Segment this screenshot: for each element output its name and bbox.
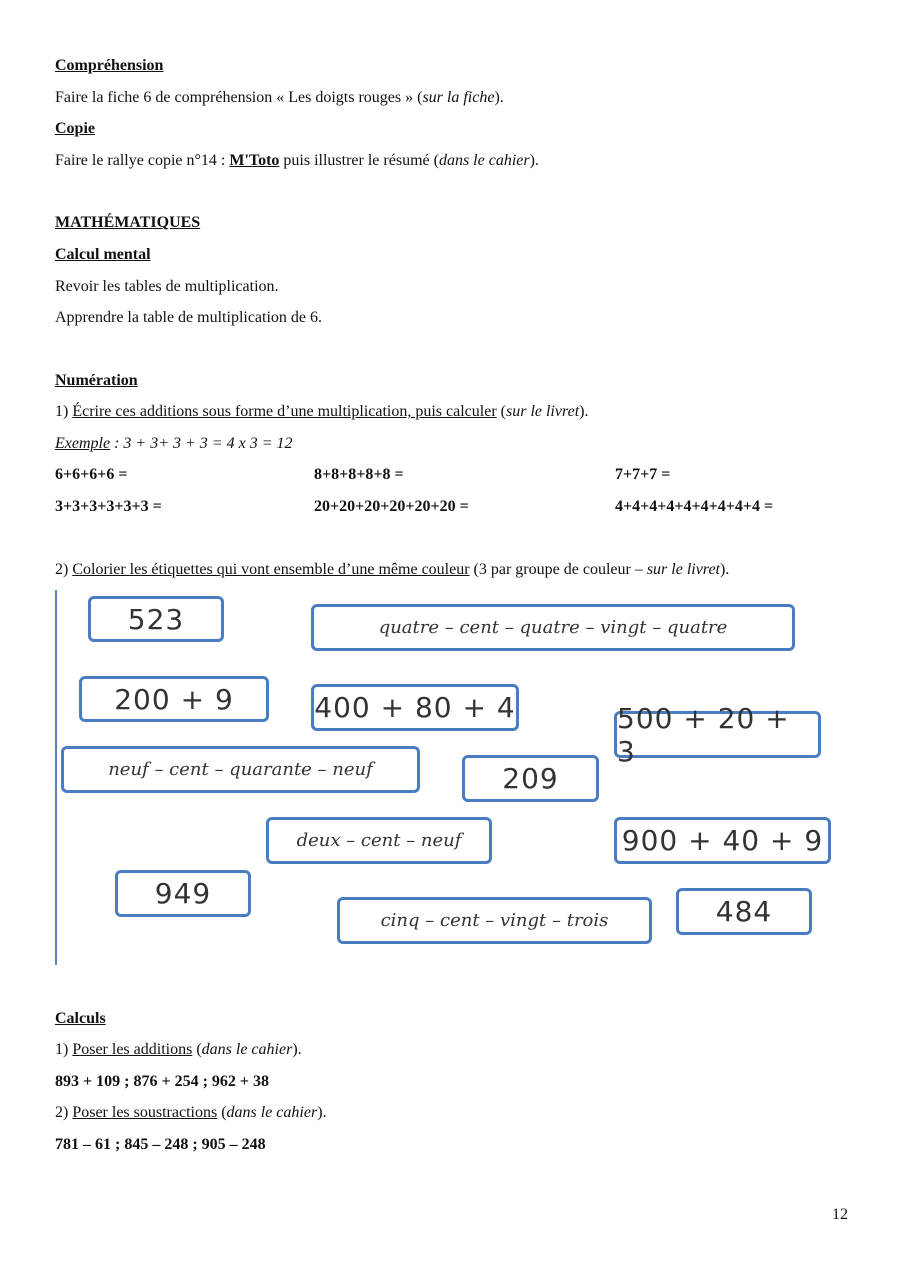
numeration-q2 xyxy=(55,560,729,580)
q2-mid: (3 par groupe de couleur – xyxy=(469,561,647,578)
calculs-q2-prefix: 2) xyxy=(55,1104,73,1121)
exercise-r1c3: 7+7+7 = xyxy=(615,466,671,483)
label-523-text: 523 xyxy=(127,602,185,636)
label-400-80-4-text: 400 + 80 + 4 xyxy=(314,691,516,724)
calculs-q1-prefix: 1) xyxy=(55,1041,73,1058)
exercise-r1c2: 8+8+8+8+8 = xyxy=(314,466,404,483)
calculs-soustractions: 781 – 61 ; 845 – 248 ; 905 – 248 xyxy=(55,1136,266,1153)
calculs-q2-end: ). xyxy=(317,1104,327,1121)
label-cinq-cent-vingt-trois[interactable] xyxy=(337,897,652,944)
numeration-example xyxy=(55,434,293,454)
calculs-q2-mid: ( xyxy=(217,1104,227,1121)
copie-text2: puis illustrer le résumé ( xyxy=(279,152,439,169)
heading-mathematiques: MATHÉMATIQUES xyxy=(55,214,201,231)
comprehension-text: Faire la fiche 6 de compréhension « Les doigts rouges » ( xyxy=(55,89,423,106)
label-949[interactable] xyxy=(115,870,251,917)
exercise-r2c2: 20+20+20+20+20+20 = xyxy=(314,498,469,515)
label-500-20-3-text: 500 + 20 + 3 xyxy=(617,701,790,768)
example-text: : 3 + 3+ 3 + 3 = 4 x 3 = 12 xyxy=(110,435,293,452)
copie-end: ). xyxy=(529,152,539,169)
exercise-r1c1: 6+6+6+6 = xyxy=(55,466,128,483)
q2-instruction: Colorier les étiquettes qui vont ensemble d’une même couleur xyxy=(72,561,470,578)
calculs-q1 xyxy=(55,1040,302,1060)
calculs-q1-mid: ( xyxy=(192,1041,202,1058)
label-900-40-9-text: 900 + 40 + 9 xyxy=(621,824,824,857)
calculs-additions: 893 + 109 ; 876 + 254 ; 962 + 38 xyxy=(55,1073,270,1090)
label-cinq-text: cinq – cent – vingt – trois xyxy=(380,910,609,931)
label-400-80-4[interactable] xyxy=(311,684,519,731)
calculs-q2-instruction: Poser les soustractions xyxy=(72,1104,218,1121)
calculs-q1-instruction: Poser les additions xyxy=(72,1041,193,1058)
comprehension-instruction xyxy=(55,88,504,108)
label-200-9[interactable] xyxy=(79,676,269,722)
copie-text: Faire le rallye copie n°14 : xyxy=(55,152,230,169)
label-523[interactable] xyxy=(88,596,224,642)
example-label: Exemple xyxy=(55,435,111,452)
q1-italic: sur le livret xyxy=(505,403,580,420)
exercise-r2c1: 3+3+3+3+3+3 = xyxy=(55,498,162,515)
heading-comprehension: Compréhension xyxy=(55,57,164,74)
exercise-r2c3: 4+4+4+4+4+4+4+4+4 = xyxy=(615,498,774,515)
calcul-mental-line2: Apprendre la table de multiplication de 6. xyxy=(55,309,323,326)
label-500-20-3[interactable] xyxy=(614,701,821,768)
label-200-9-text: 200 + 9 xyxy=(114,682,234,716)
q2-prefix: 2) xyxy=(55,561,73,578)
heading-copie: Copie xyxy=(55,120,95,137)
label-neuf-text: neuf – cent – quarante – neuf xyxy=(108,759,373,780)
numeration-q1 xyxy=(55,402,588,422)
comprehension-italic: sur la fiche xyxy=(422,89,495,106)
q1-end: ). xyxy=(579,403,589,420)
q1-mid: ( xyxy=(496,403,506,420)
calculs-q2 xyxy=(55,1103,327,1123)
q1-prefix: 1) xyxy=(55,403,73,420)
label-949-text: 949 xyxy=(154,877,212,910)
label-484-text: 484 xyxy=(715,895,773,928)
calculs-q2-italic: dans le cahier xyxy=(226,1104,318,1121)
copie-instruction xyxy=(55,151,539,171)
calcul-mental-line1: Revoir les tables de multiplication. xyxy=(55,278,279,295)
label-484[interactable] xyxy=(676,888,812,935)
q2-end: ). xyxy=(719,561,730,578)
label-neuf-cent-quarante-neuf[interactable] xyxy=(61,746,420,793)
page-number: 12 xyxy=(832,1206,848,1223)
comprehension-end: ). xyxy=(494,89,504,106)
q1-instruction: Écrire ces additions sous forme d’une multiplication, puis calculer xyxy=(72,403,497,420)
label-900-40-9[interactable] xyxy=(614,817,831,864)
label-209-text: 209 xyxy=(502,762,559,795)
heading-calculs: Calculs xyxy=(55,1010,106,1027)
copie-italic: dans le cahier xyxy=(438,152,530,169)
calculs-q1-italic: dans le cahier xyxy=(201,1041,293,1058)
label-deux-cent-neuf[interactable] xyxy=(266,817,492,864)
q2-italic: sur le livret xyxy=(646,561,720,578)
heading-calcul-mental: Calcul mental xyxy=(55,246,151,263)
calculs-q1-end: ). xyxy=(292,1041,302,1058)
label-209[interactable] xyxy=(462,755,599,802)
copie-title: M'Toto xyxy=(229,152,280,169)
label-quatre-text: quatre – cent – quatre – vingt – quatre xyxy=(378,617,728,638)
labels-left-bar xyxy=(55,590,57,965)
label-quatre-cent-quatre-vingt-quatre[interactable] xyxy=(311,604,795,651)
heading-numeration: Numération xyxy=(55,372,138,389)
label-deux-text: deux – cent – neuf xyxy=(296,830,462,851)
